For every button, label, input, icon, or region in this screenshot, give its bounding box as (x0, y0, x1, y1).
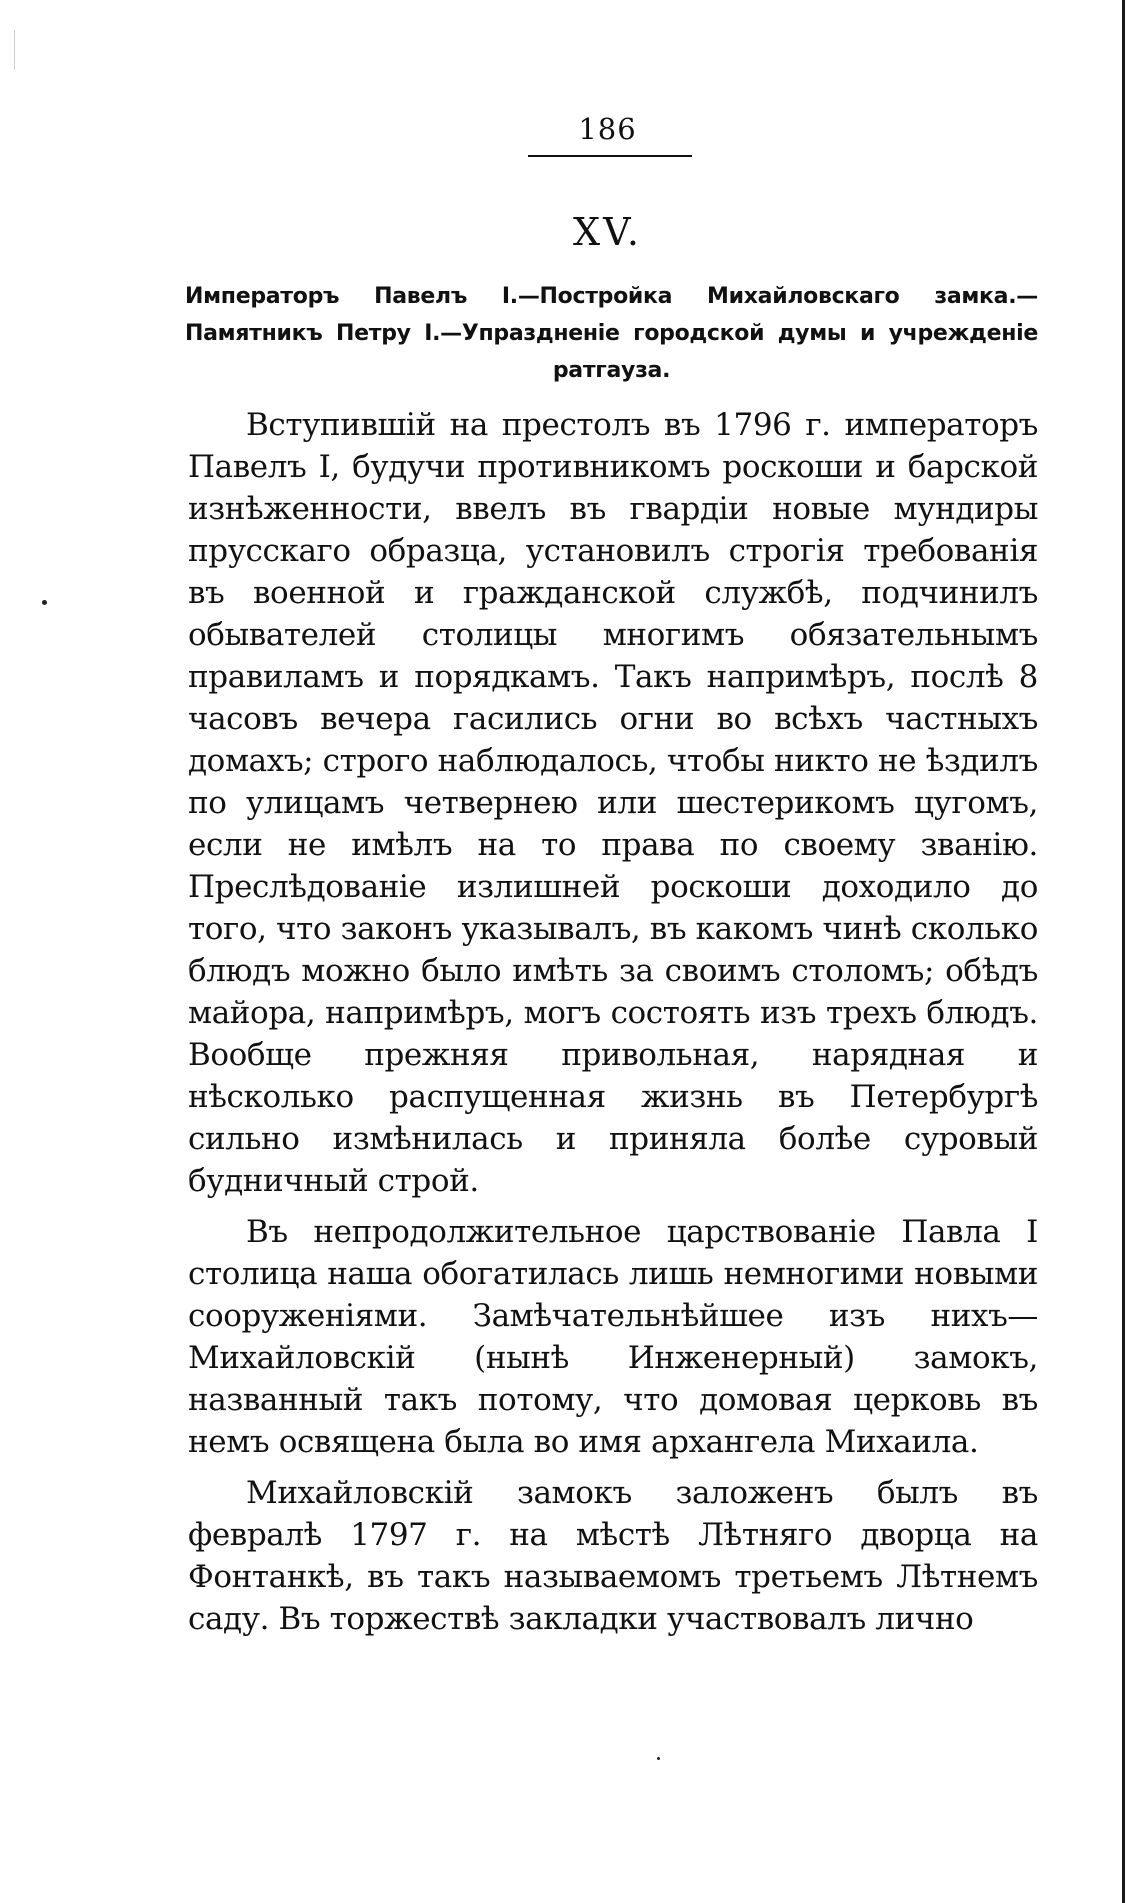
page-number: 186 (578, 112, 637, 146)
chapter-subtitle: Императоръ Павелъ I.—Постройка Михайловскаго замка.—Памятникъ Петру I.—Упраздненіе городской думы и учрежденіе ратгауза. (185, 284, 1038, 383)
scan-speck (657, 1757, 660, 1760)
paragraph-1: Вступившій на престолъ въ 1796 г. императоръ Павелъ I, будучи противникомъ роскоши и барской изнѣженности, ввелъ въ гвардіи новые мундиры прусскаго образца, установилъ строгія требованія въ военной и гражданской службѣ, подчинилъ обывателей столицы многимъ обязательнымъ правиламъ и порядкамъ. Такъ напримѣръ, послѣ 8 часовъ вечера гасились огни во всѣхъ частныхъ домахъ; строго наблюдалось, чтобы никто не ѣздилъ по улицамъ четвернею или шестерикомъ цугомъ, если не имѣлъ на то права по своему званію. Преслѣдованіе излишней роскоши доходило до того, что законъ указывалъ, въ какомъ чинѣ сколько блюдъ можно было имѣть за своимъ столомъ; обѣдъ майора, напримѣръ, могъ состоять изъ трехъ блюдъ. Вообще прежняя привольная, нарядная и нѣсколько распущенная жизнь въ Петербургѣ сильно измѣнилась и приняла болѣе суровый будничный строй. (188, 407, 1038, 1199)
scan-speck (42, 600, 47, 605)
page-edge-right (1122, 0, 1125, 1903)
paragraph-2: Въ непродолжительное царствованіе Павла I столица наша обогатилась лишь немногими новыми сооруженіями. Замѣчательнѣйшее изъ нихъ—Михайловскій (нынѣ Инженерный) замокъ, названный такъ потому, что домовая церковь въ немъ освящена была во имя архангела Михаила. (188, 1214, 1038, 1460)
page-edge-left (14, 30, 15, 70)
paragraph-3: Михайловскій замокъ заложенъ былъ въ февралѣ 1797 г. на мѣстѣ Лѣтняго дворца на Фонтанкѣ, въ такъ называемомъ третьемъ Лѣтнемъ саду. Въ торжествѣ закладки участвовалъ лично (188, 1475, 1038, 1637)
page-number-rule (528, 155, 692, 157)
body-text (188, 404, 1038, 1649)
chapter-numeral: XV. (573, 210, 642, 254)
